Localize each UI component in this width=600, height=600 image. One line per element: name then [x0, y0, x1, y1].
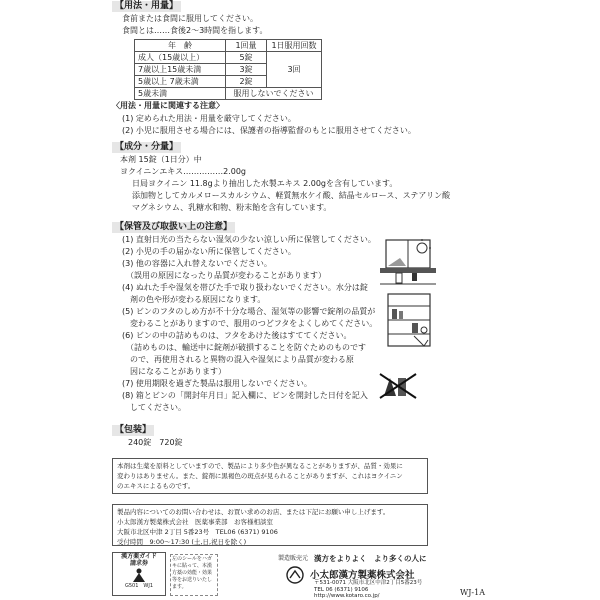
table-cell-age: 5歳以上 7歳未満 — [135, 76, 226, 88]
window-sun-illustration — [378, 236, 438, 286]
storage-list — [122, 234, 384, 414]
shelf-illustration — [384, 290, 436, 350]
storage-line: (2) 小児の手の届かない所に保管してください。 — [122, 247, 296, 256]
contact-line: 受付時間 9:00～17:30 (土,日,祝日を除く) — [117, 538, 247, 546]
guide-code: G501 WJ1 — [124, 583, 154, 589]
company-address: 〒531-0071 大阪市北区中津2丁目5番23号 — [314, 580, 423, 586]
product-code: WJ-1A — [460, 588, 485, 597]
table-cell-times: 3回 — [267, 52, 322, 88]
guide-title: 漢方薬ガイド 請求券 — [121, 553, 157, 567]
company-label: 製造販売元 — [278, 555, 309, 562]
company-tel: TEL 06 (6371) 9106 — [314, 587, 369, 593]
table-header-times: 1日服用回数 — [267, 40, 322, 52]
storage-line: (6) ビンの中の詰めものは、フタをあけた後はすててください。 — [122, 331, 352, 340]
related-item: (2) 小児に服用させる場合には、保護者の指導監督のもとに服用させてください。 — [122, 126, 416, 135]
contact-line: 小太郎漢方製薬株式会社 医薬事業部 お客様相談室 — [117, 518, 273, 526]
contact-box — [112, 504, 428, 546]
ingredients-header: 【成分・分量】 — [112, 142, 181, 153]
table-row — [135, 52, 322, 64]
storage-header: 【保管及び取扱い上の注意】 — [112, 222, 235, 233]
ingredients-line-2: ヨクイニンエキス……………2.00g — [120, 167, 247, 176]
company-logo-icon — [286, 566, 304, 584]
guide-text: 左のシールをハガキに貼って、本漢方薬の効能・効果等をお送りいたします。 — [170, 554, 218, 596]
storage-line: (4) ぬれた手や湿気を帯びた手で取り扱わないでください。水分は錠 — [122, 283, 368, 292]
table-cell-age: 成人（15歳以上） — [135, 52, 226, 64]
storage-line: (3) 他の容器に入れ替えないでください。 — [122, 259, 272, 268]
table-header-dose: 1回量 — [226, 40, 267, 52]
table-cell-dose: 2錠 — [226, 76, 267, 88]
storage-line: (8) 箱とビンの「開封年月日」記入欄に、ビンを開封した日付を記入 — [122, 391, 368, 400]
storage-line: (7) 使用期限を過ぎた製品は服用しないでください。 — [122, 379, 312, 388]
storage-line: （誤用の原因になったり品質が変わることがあります） — [122, 271, 326, 280]
contact-line: 製品内容についてのお問い合わせは、お買い求めのお店、または下記にお願い申し上げます。 — [117, 508, 390, 516]
storage-line: (5) ビンのフタのしめ方が不十分な場合、湿気等の影響で錠剤の品質が — [122, 307, 376, 316]
related-item: (1) 定められた用法・用量を厳守してください。 — [122, 114, 296, 123]
table-cell-dose: 服用しないでください — [226, 88, 322, 100]
storage-line: ので、再使用されると異物の混入や湿気により品質が変わる原 — [122, 355, 354, 364]
table-cell-dose: 3錠 — [226, 64, 267, 76]
note-box — [112, 458, 428, 494]
figure-icon — [129, 568, 149, 582]
package-header: 【包装】 — [112, 425, 154, 436]
note-line: 本剤は生薬を原料としていますので、製品により多少色が異なることがありますが、品質・効果に — [117, 462, 403, 470]
contact-line: 大阪市北区中津 2丁目 5番23号 TEL06 (6371) 9106 — [117, 528, 278, 536]
ingredients-line-3: 日局ヨクイニン 11.8gより抽出した水製エキス 2.00gを含有しています。 — [132, 179, 398, 188]
ingredients-line-4: 添加物としてカルメロースカルシウム、軽質無水ケイ酸、結晶セルロース、ステアリン酸 — [132, 191, 451, 200]
note-line: 変わりはありません。また、錠剤に黒褐色の斑点が見られることがありますが、これはヨクイニン — [117, 472, 403, 480]
storage-line: 因になることがあります） — [122, 367, 226, 376]
related-header: 〈用法・用量に関連する注意〉 — [112, 101, 224, 110]
company-slogan: 漢方をよりよく より多くの人に — [314, 554, 427, 563]
package-value: 240錠 720錠 — [128, 438, 183, 447]
guide-coupon — [112, 552, 166, 596]
usage-header: 【用法・用量】 — [112, 1, 181, 12]
usage-line-1: 食前または食間に服用してください。 — [122, 14, 258, 23]
ingredients-line-1: 本剤 15錠（1日分）中 — [120, 155, 202, 164]
prohibited-illustration — [376, 370, 420, 402]
note-line: のエキスによるものです。 — [117, 482, 195, 490]
storage-line: 変わることがありますので、服用のつどフタをよくしめてください。 — [122, 319, 378, 328]
table-cell-dose: 5錠 — [226, 52, 267, 64]
table-row — [135, 88, 322, 100]
storage-line: (1) 直射日光の当たらない湿気の少ない涼しい所に保管してください。 — [122, 235, 376, 244]
table-cell-age: 5歳未満 — [135, 88, 226, 100]
table-cell-age: 7歳以上15歳未満 — [135, 64, 226, 76]
storage-line: 剤の色や形が変わる原因になります。 — [122, 295, 266, 304]
company-name: 小太郎漢方製薬株式会社 — [310, 570, 415, 581]
storage-line: してください。 — [122, 403, 186, 412]
dosage-table — [134, 39, 322, 100]
ingredients-line-5: マグネシウム、乳糖水和物、粉末飴を含有しています。 — [132, 203, 332, 212]
storage-line: （詰めものは、輸送中に錠剤が破損することを防ぐためのものです — [122, 343, 366, 352]
table-header-age: 年 齢 — [135, 40, 226, 52]
company-url: http://www.kotaro.co.jp/ — [314, 593, 380, 599]
usage-line-2: 食間とは……食後2～3時間を指します。 — [122, 26, 268, 35]
